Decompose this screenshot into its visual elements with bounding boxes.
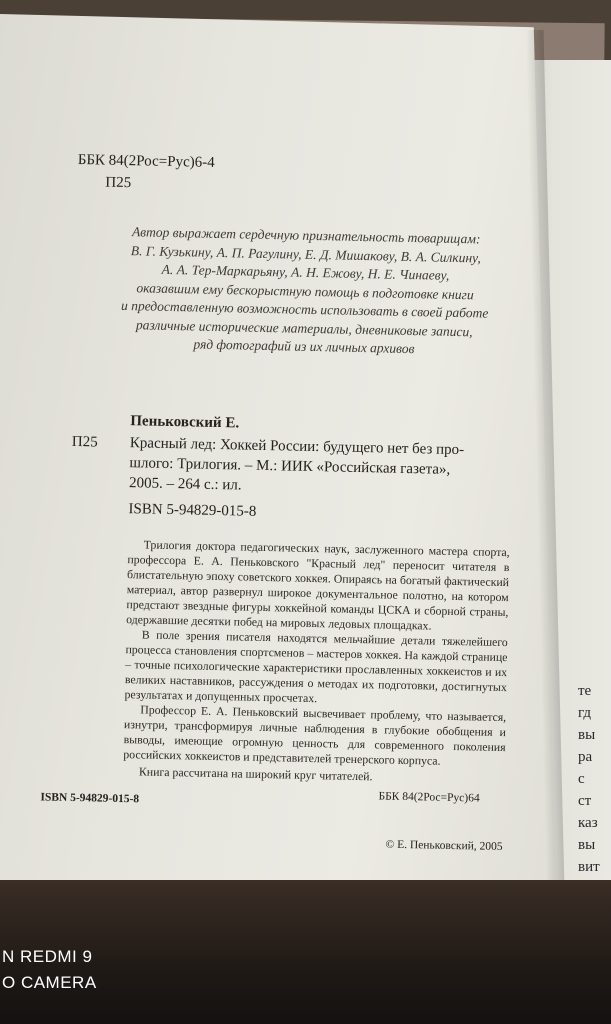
acknowledgement-line: оказавшим ему бескорыстную помощь в подготовке книги <box>136 279 474 302</box>
bbk-code: ББК 84(2Рос=Рус)6-4 <box>77 151 215 171</box>
facing-text-line: вы <box>578 837 596 853</box>
isbn-bottom: ISBN 5-94829-015-8 <box>40 790 140 805</box>
facing-text-line: те <box>578 683 592 699</box>
annotation <box>123 537 510 787</box>
bbk-code-bottom: ББК 84(2Рос=Рус)64 <box>378 789 480 805</box>
acknowledgement <box>98 222 513 360</box>
bibliographic-line: шлого: Трилогия. – М.: ИИК «Российская газета», <box>129 454 451 478</box>
acknowledgement-line: различные исторические материалы, дневниковые записи, <box>135 316 473 339</box>
acknowledgement-line: Автор выражает сердечную признательность товарищам: <box>131 224 481 247</box>
bibliographic-line: 2005. – 264 с.: ил. <box>128 474 242 493</box>
facing-text-line: ст <box>578 793 592 809</box>
page-footer <box>40 789 504 860</box>
copyright: © Е. Пеньковский, 2005 <box>385 838 503 853</box>
acknowledgement-line: В. Г. Кузькину, А. П. Рагулину, Е. Д. Мишакову, В. А. Силкину, <box>130 242 481 265</box>
bibliographic-record <box>71 433 512 501</box>
annotation-paragraph: Профессор Е. А. Пеньковский высвечивает проблему, что называется, изнутри, трансформируя личные наблюдения в глубокие обобщения и выводы, имеющие огромную ценность для современного поколения российских хоккеистов и представителей тренерского корпуса. <box>123 701 507 768</box>
isbn: ISBN 5-94829-015-8 <box>128 500 257 520</box>
facing-text-line: гд <box>578 705 592 721</box>
camera-watermark <box>2 944 97 996</box>
author-code: П25 <box>105 174 132 192</box>
author-name: Пеньковский Е. <box>130 412 240 431</box>
facing-text-line: с <box>578 771 585 787</box>
watermark-line: N REDMI 9 <box>2 947 93 966</box>
page-content <box>40 150 518 861</box>
bibliographic-line: Красный лед: Хоккей России: будущего нет без про- <box>129 434 465 458</box>
facing-text-line: ра <box>578 749 593 765</box>
annotation-paragraph: В поле зрения писателя находятся мельчайшие детали тяжелейшего процесса становления спортсменов – мастеров хоккея. На каждой странице – точные психологические характеристики прославленных хоккеистов и их великих наставников, рассуждения о методах их подготовки, достигнутых результатах и допущенных просчетах. <box>124 626 508 705</box>
annotation-paragraph: Книга рассчитана на широкий круг читателей. <box>138 763 373 783</box>
annotation-paragraph: Трилогия доктора педагогических наук, заслуженного мастера спорта, профессора Е. А. Пеньковского "Красный лед" переносит читателя в блистательную эпоху советского хоккея. Опираясь на богатый фактический материал, автор развернул широкое документальное полотно, на котором предстают звездные фигуры хоккейной команды ЦСКА и сборной страны, одержавшие десятки побед на мировых ледовых площадках. <box>126 536 510 633</box>
acknowledgement-line: ряд фотографий из их личных архивов <box>193 336 415 357</box>
acknowledgement-line: А. А. Тер-Маркарьяну, А. Н. Ежову, Н. Е. Чинаеву, <box>161 261 450 283</box>
watermark-line: O CAMERA <box>2 973 97 992</box>
acknowledgement-line: и предоставленную возможность использовать в своей работе <box>120 297 489 321</box>
record-code: П25 <box>71 433 98 450</box>
facing-text-line: вы <box>578 727 596 743</box>
facing-text-line: каз <box>578 815 598 831</box>
facing-text-line: вит <box>578 859 600 875</box>
